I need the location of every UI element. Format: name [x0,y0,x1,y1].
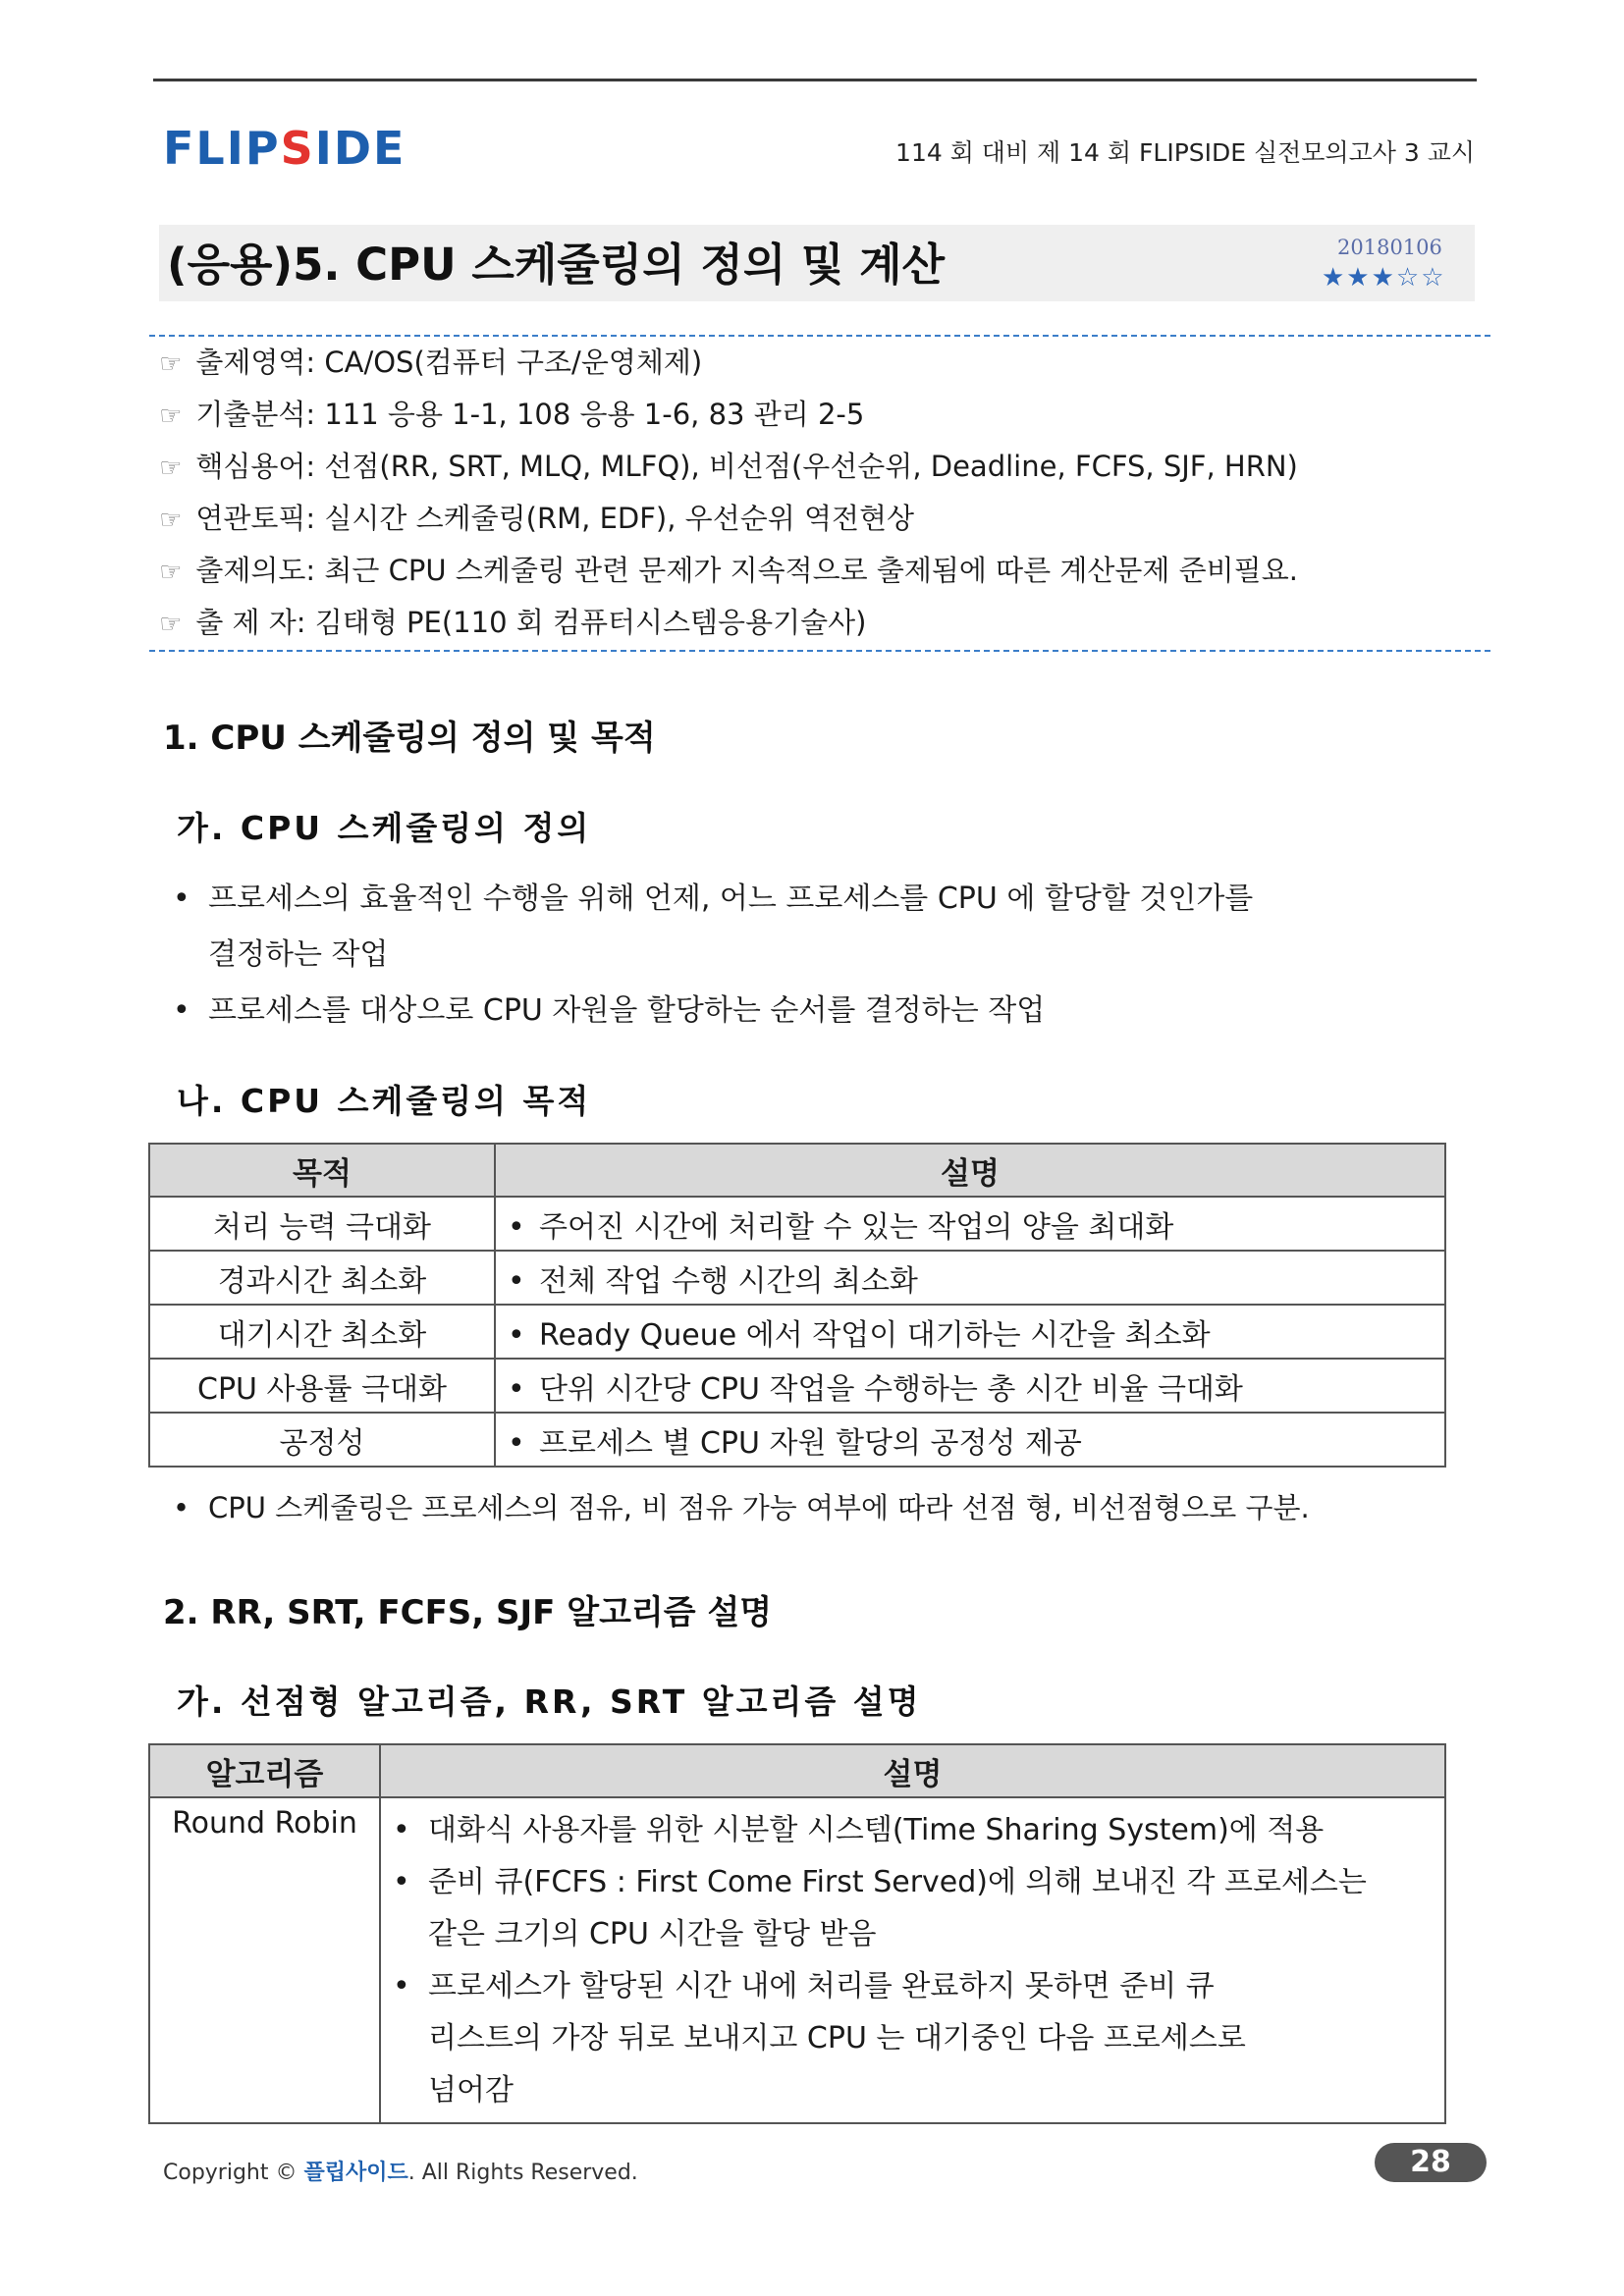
section1a-heading: 가. CPU 스케줄링의 정의 [177,809,592,847]
table-row [149,1305,1445,1359]
section1b-heading: 나. CPU 스케줄링의 목적 [177,1082,592,1120]
table-header-row [149,1144,1445,1197]
pointing-hand-icon: ☞ [159,610,183,639]
section2-heading: 2. RR, SRT, FCFS, SJF 알고리즘 설명 [163,1593,773,1632]
list-item: • 대화식 사용자를 위한 시분할 시스템(Time Sharing System)에 적용 [393,1813,1325,1847]
table-header-row [149,1744,1445,1797]
info-item-history: ☞ 기출분석: 111 응용 1-1, 108 응용 1-6, 83 관리 2-5 [159,398,865,431]
page-title: (응용)5. CPU 스케줄링의 정의 및 계산 [167,239,946,291]
info-item-related: ☞ 연관토픽: 실시간 스케줄링(RM, EDF), 우선순위 역전현상 [159,502,915,535]
algorithm-desc-cell [380,1797,1445,2123]
purpose-cell: CPU 사용률 극대화 [149,1359,495,1413]
table-row [149,1797,1445,2123]
info-item-author: ☞ 출 제 자: 김태형 PE(110 회 컴퓨터시스템응용기술사) [159,606,867,639]
section2a-heading: 가. 선점형 알고리즘, RR, SRT 알고리즘 설명 [177,1682,922,1721]
section1-heading: 1. CPU 스케줄링의 정의 및 목적 [163,719,656,758]
column-header: 목적 [149,1144,495,1197]
definition-bullet-1-cont: 결정하는 작업 [208,937,389,972]
purpose-cell: 공정성 [149,1413,495,1467]
desc-cell: • 프로세스 별 CPU 자원 할당의 공정성 제공 [495,1413,1445,1467]
algorithm-bullet-list [381,1798,1444,2122]
definition-bullet-2: • 프로세스를 대상으로 CPU 자원을 할당하는 순서를 결정하는 작업 [173,993,1046,1028]
table-row [149,1359,1445,1413]
purpose-cell: 경과시간 최소화 [149,1251,495,1305]
pointing-hand-icon: ☞ [159,401,183,431]
classification-note: • CPU 스케줄링은 프로세스의 점유, 비 점유 가능 여부에 따라 선점 형, 비선점형으로 구분. [173,1491,1310,1524]
column-header: 설명 [495,1144,1445,1197]
info-divider-bottom [149,650,1490,652]
date-label: 20180106 [1337,236,1442,259]
pointing-hand-icon: ☞ [159,454,183,483]
column-header: 설명 [380,1744,1445,1797]
list-item: • 준비 큐(FCFS : First Come First Served)에 의해 보내진 각 프로세스는 같은 크기의 CPU 시간을 할당 받음 [393,1865,1367,1951]
top-rule [153,79,1477,81]
exam-info: 114 회 대비 제 14 회 FLIPSIDE 실전모의고사 3 교시 [895,138,1475,167]
desc-cell: • 전체 작업 수행 시간의 최소화 [495,1251,1445,1305]
pointing-hand-icon: ☞ [159,558,183,587]
page-number: 28 [1375,2143,1487,2182]
purpose-table [148,1143,1446,1468]
flipside-logo: FLIPSIDE [163,122,406,175]
algorithm-table [148,1743,1446,2124]
table-row [149,1197,1445,1251]
info-item-intent: ☞ 출제의도: 최근 CPU 스케줄링 관련 문제가 지속적으로 출제됨에 따른 계산문제 준비필요. [159,554,1298,587]
desc-cell: • 주어진 시간에 처리할 수 있는 작업의 양을 최대화 [495,1197,1445,1251]
info-item-keywords: ☞ 핵심용어: 선점(RR, SRT, MLQ, MLFQ), 비선점(우선순위, Deadline, FCFS, SJF, HRN) [159,450,1298,483]
info-divider-top [149,335,1490,337]
desc-cell: • Ready Queue 에서 작업이 대기하는 시간을 최소화 [495,1305,1445,1359]
list-item: • 프로세스가 할당된 시간 내에 처리를 완료하지 못하면 준비 큐 리스트의 가장 뒤로 보내지고 CPU 는 대기중인 다음 프로세스로 넘어감 [393,1969,1246,2108]
purpose-cell: 대기시간 최소화 [149,1305,495,1359]
table-row [149,1413,1445,1467]
purpose-cell: 처리 능력 극대화 [149,1197,495,1251]
algorithm-name-cell: Round Robin [149,1797,380,2123]
table-row [149,1251,1445,1305]
desc-cell: • 단위 시간당 CPU 작업을 수행하는 총 시간 비율 극대화 [495,1359,1445,1413]
difficulty-stars: ★★★☆☆ [1322,263,1446,293]
info-item-area: ☞ 출제영역: CA/OS(컴퓨터 구조/운영체제) [159,346,703,379]
brand-name: 플립사이드 [303,2161,408,2185]
definition-bullet-1: • 프로세스의 효율적인 수행을 위해 언제, 어느 프로세스를 CPU 에 할당할 것인가를 [173,881,1254,916]
pointing-hand-icon: ☞ [159,349,183,379]
copyright-footer: Copyright © 플립사이드. All Rights Reserved. [163,2161,638,2185]
pointing-hand-icon: ☞ [159,506,183,535]
column-header: 알고리즘 [149,1744,380,1797]
